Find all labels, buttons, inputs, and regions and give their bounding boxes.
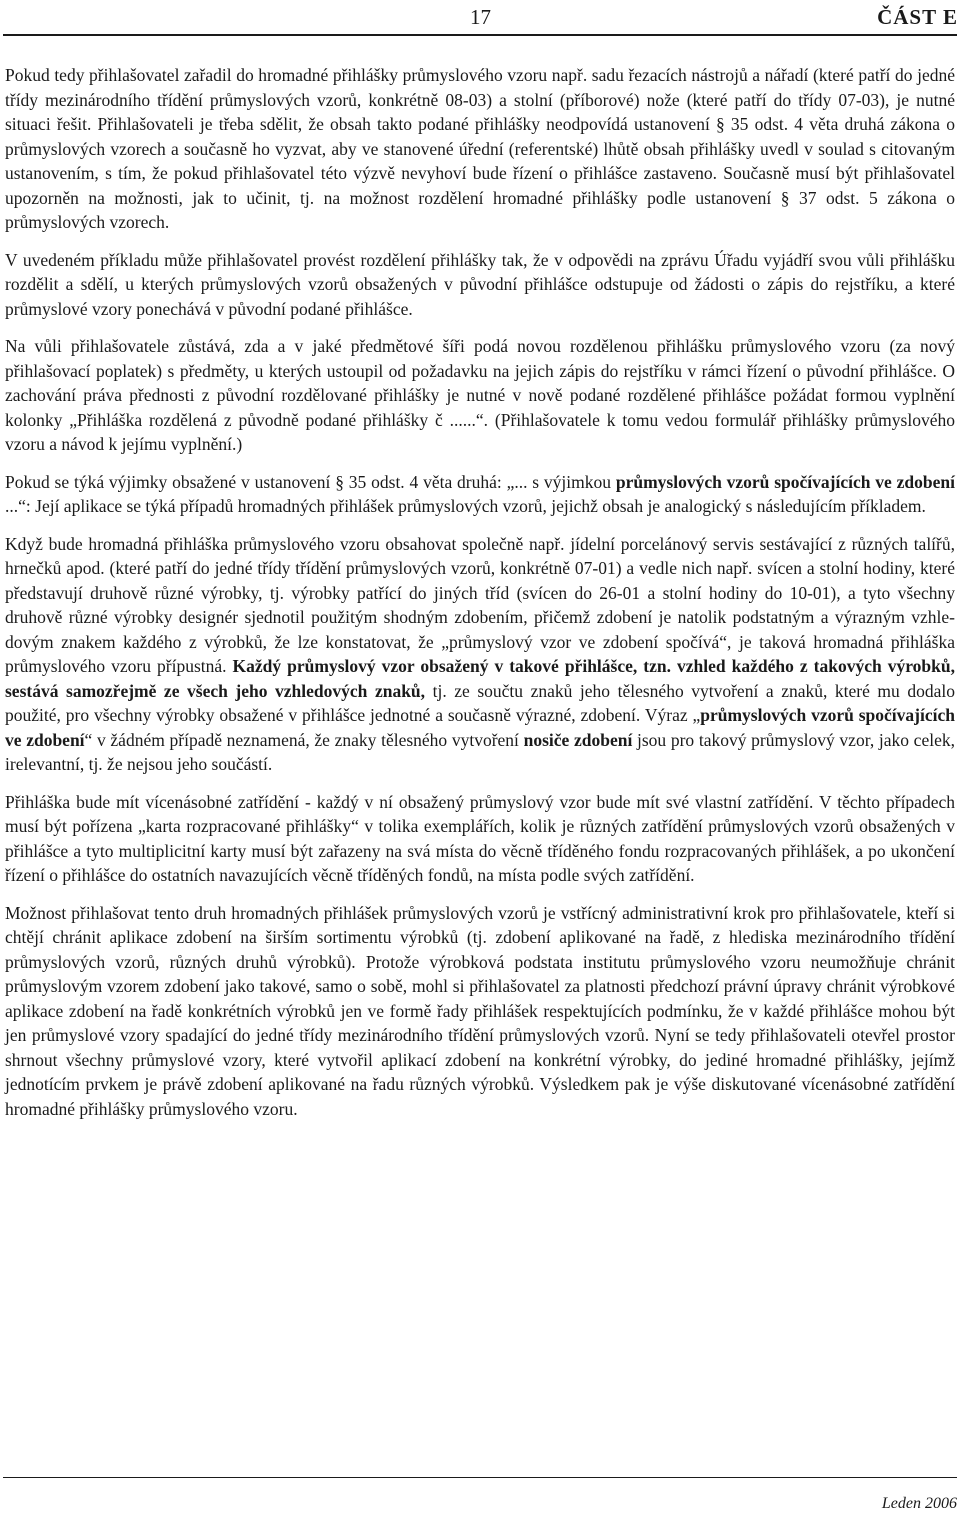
text-segment: jsou pro takový průmyslový vzor, jako celek, irelevantní, tj. že nejsou jeho součástí. [5,729,955,774]
page-number: 17 [470,5,491,29]
paragraph [5,901,955,1122]
text-segment: “ v žádném případě neznamená, že znaky tělesného vytvoření [84,729,524,750]
header-rule [3,34,957,36]
text-segment: ...“: Její aplikace se týká případů hromadných přihlášek průmyslových vzorů, jejichž obsah je analogický s následujícím příkladem. [5,496,926,516]
paragraph [5,532,955,777]
paragraph [5,790,955,888]
bold-text-segment: průmyslových vzorů spočívajících ve zdobení [5,705,955,750]
document-body [5,63,955,1134]
page-header [0,0,960,40]
paragraph [5,248,955,322]
text-segment: Pokud tedy přihlašovatel zařadil do hromadné přihlášky průmyslového vzoru např. sadu řezacích nástrojů a nářadí (které patří do jedné třídy mezinárodního třídění průmyslových vzorů, konkrétně 08-03) a stolní (příborové) nože (které patří do třídy 07-03), je nutné situaci řešit. Přihlašovateli je třeba sdělit, že obsah takto podané přihlášky neodpovídá ustanovení § 35 odst. 4 věta druhá zákona o průmyslových vzorech a současně ho vyzvat, aby ve stanovené úřední (referentské) lhůtě obsah přihlášky uvedl v soulad s citovaným ustanovením, s tím, že pokud přihlašovatel této výzvě nevyhoví bude řízení o přihlášce zastaveno. Současně musí být přihlašovatel upozorněn na možnosti, jak to učinit, tj. na možnost rozdělení hromadné přihlášky podle ustanovení § 37 odst. 5 zákona o průmyslových vzorech. [5,65,955,232]
text-segment: tj. ze součtu znaků jeho tělesného vytvoření a znaků, které mu dodalo použité, pro všechny výrobky obsažené v přihlášce jednotné a současně výrazné, zdobení. Výraz „ [5,680,955,725]
text-segment: V uvedeném příkladu může přihlašovatel provést rozdělení přihlášky tak, že v odpovědi na zprávu Úřadu vyjádří svou vůli přihlášku rozdělit a sdělí, u kterých průmyslových vzorů obsažených v původní přihlášce odstupuje od žádosti o zápis do rejstříku, a které průmyslové vzory ponechává v původní podané přihlášce. [5,249,955,319]
text-segment: Možnost přihlašovat tento druh hromadných přihlášek průmyslových vzorů je vstřícný administrativní krok pro přihlašovatele, kteří si chtějí chránit aplikace zdobení na širším sortimentu výrobků (tj. zdobení aplikované na řadě, z hlediska mezinárodního třídění průmyslových vzorů, různých druhů výrobků). Protože výrobková podstata institutu průmyslového vzoru neumožňuje chránit průmyslovým vzorem zdobení jako takové, samo o sobě, mohl si přihlašovatel za platnosti předchozí právní úpravy chránit výrobkové aplikace zdobení na řadě konkrétních výrobků jen ve formě řady přihlášek respektujících podmínku, že v každé přihlášce mohou být jen průmyslové vzory spadající do jedné třídy mezinárodního třídění průmyslových vzorů. Nyní se tedy přihlašovateli otevřel prostor shrnout všechny průmyslové vzory, které vytvořil aplikací zdobení na konkrétní výrobky, do jediné hromadné přihlášky, jejímž jednotícím prvkem je právě zdobení aplikované na řadu různých výrobků. Výsledkem pak je výše diskutované vícenásobné zatřídění hromadné přihlášky průmyslového vzoru. [5,902,955,1119]
paragraph [5,334,955,457]
text-segment: Na vůli přihlašovatele zůstává, zda a v jaké předmětové šíři podá novou rozdělenou přihlášku průmyslového vzoru (za nový přihlašovací poplatek) s předměty, u kterých ustoupil od požadavku na jejich zápis do rejstříku v rámci řízení o původní přihlášce. O zachování práva přednosti z původní rozdělované přihlášky je nutné v nově podané rozdělené přihlášce požádat formou vyplnění kolonky „Přihláška rozdělená z původně podané přihlášky č ......“. (Přihlašovatele k tomu vedou formulář přihlášky průmyslového vzoru a návod k jejímu vyplnění.) [5,336,955,454]
text-segment: Když bude hromadná přihláška průmyslového vzoru obsahovat společně např. jídelní porcelánový servis sestávající z různých talířů, hrnečků apod. (které patří do jedné třídy třídění průmyslových vzorů, konkrétně 07-01) a vedle nich např. svícen a stolní hodiny, které představují druhově různé výrobky, tj. výrobky patřící do jiných tříd (svícen do 26-01 a stolní hodiny do 10-01), a tyto všechny druhově různé výrobky designér sjednotil použitým shodným zdobením, přičemž zdobení je natolik podstatným a výrazným vzhledovým znakem každého z výrobků, že lze konstatovat, že „průmyslový vzor ve zdobení spočívá“, je taková hromadná přihláška průmyslového vzoru přípustná. [5,533,955,676]
section-label: ČÁST E [877,5,958,29]
bold-text-segment: nosiče zdobení [523,729,633,750]
bold-text-segment: Každý průmyslový vzor obsažený v takové přihlášce, tzn. vzhled každého z takových výrobků, sestává samozřejmě ze všech jeho vzhledových znaků, [5,656,955,701]
bold-text-segment: průmyslových vzorů spočívajících ve zdobení [615,471,955,492]
paragraph [5,63,955,235]
footer-rule [3,1477,957,1478]
footer-date: Leden 2006 [881,1495,957,1512]
text-segment: Přihláška bude mít vícenásobné zatřídění - každý v ní obsažený průmyslový vzor bude mít své vlastní zatřídění. V těchto případech musí být pořízena „karta rozpracované přihlášky“ v tolika exemplářích, kolik je různých zatřídění průmyslových vzorů obsažených v přihlášce a tyto multiplicitní karty musí být zařazeny na svá místa do věcně tříděného fondu rozpracovaných přihlášek, a po ukončení řízení o přihlášce do ostatních navazujících věcně tříděných fondů, na místa podle svých zatřídění. [5,791,955,885]
text-segment: Pokud se týká výjimky obsažené v ustanovení § 35 odst. 4 věta druhá: „... s výjimkou [5,471,616,492]
paragraph [5,470,955,519]
